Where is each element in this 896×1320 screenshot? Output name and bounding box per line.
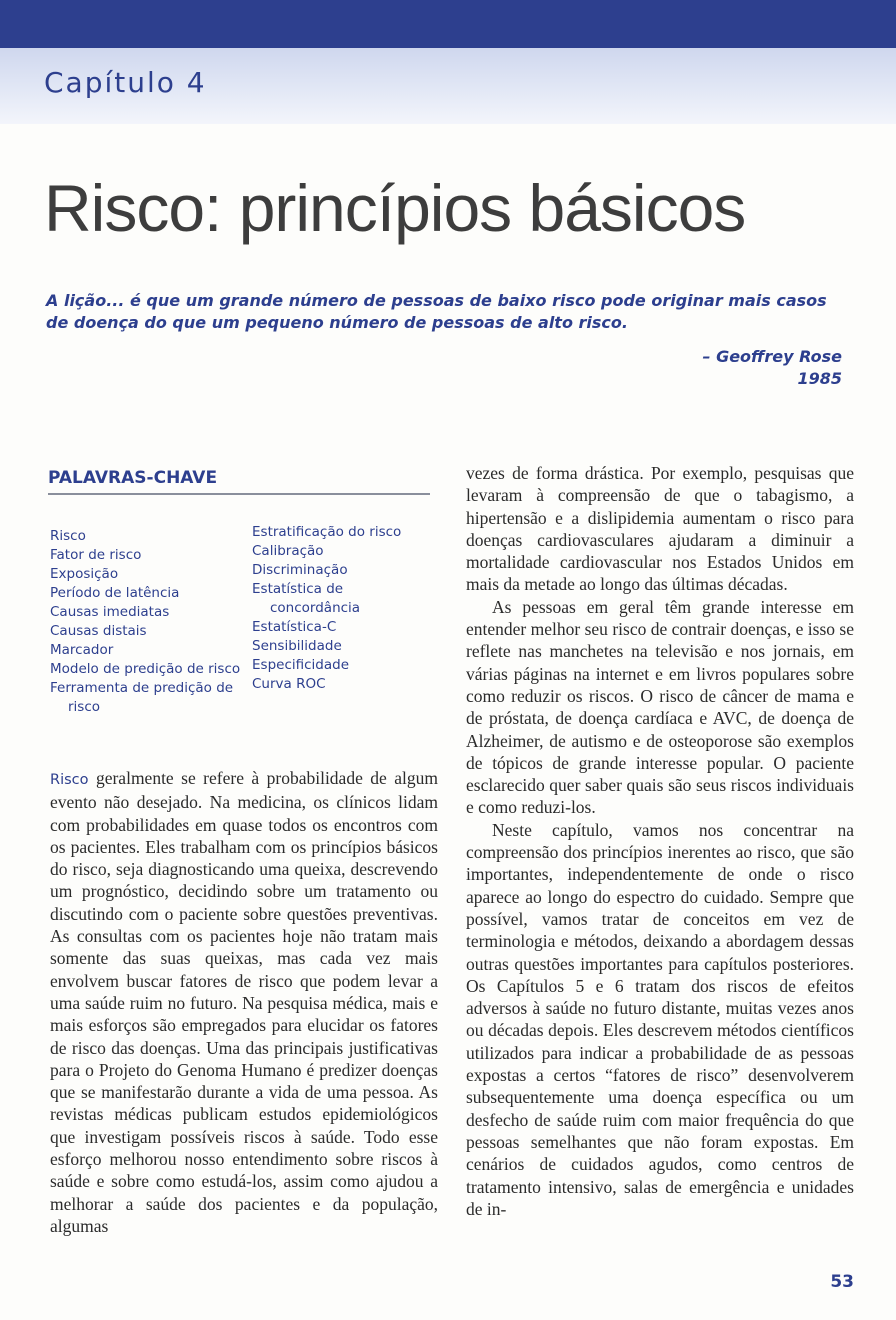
keyword-item: Risco: [50, 528, 86, 544]
keyword-item: Fator de risco: [50, 547, 142, 563]
epigraph-quote: A lição... é que um grande número de pessoas de baixo risco pode originar mais casos de doença do que um pequeno número de pessoas de alto risco.: [46, 291, 827, 332]
keyword-item: Marcador: [50, 642, 114, 658]
epigraph-year: 1985: [797, 369, 842, 388]
keyword-item: Causas imediatas: [50, 604, 170, 620]
chapter-label: Capítulo 4: [44, 66, 207, 99]
keyword-item: Estratificação do risco: [252, 524, 402, 540]
epigraph-author: – Geoffrey Rose: [702, 347, 842, 366]
body-column-right: [466, 462, 854, 1220]
keywords-list-right: [252, 523, 432, 694]
keyword-item: Especificidade: [252, 657, 350, 673]
keyword-item: Estatística-C: [252, 619, 337, 635]
chapter-title: Risco: princípios básicos: [44, 171, 746, 245]
epigraph-attribution: [703, 346, 843, 390]
keyword-item: Sensibilidade: [252, 638, 342, 654]
body-paragraph-1-continued: vezes de forma drástica. Por exemplo, pesquisas que levaram à compreensão de que o tabagismo, a hipertensão e a dislipidemia aumentam o risco para doenças cardiovasculares ajudaram a diminuir a mortalidade cardiovascular nos Estados Unidos em mais da metade ao longo das últimas décadas.: [466, 463, 854, 595]
body-column-left: [50, 767, 438, 1237]
keyword-item: Exposição: [50, 566, 119, 582]
keyword-item: Calibração: [252, 543, 324, 559]
keyword-item: Estatística de concordância: [252, 581, 361, 616]
body-paragraph-1: [50, 767, 438, 1237]
keywords-title: PALAVRAS-CHAVE: [48, 468, 218, 488]
keywords-list-left: [50, 527, 250, 717]
header-bar: [0, 0, 896, 48]
keyword-item: Curva ROC: [252, 676, 326, 692]
page-number: 53: [830, 1272, 854, 1292]
keywords-divider: [48, 493, 430, 495]
body-paragraph-3: Neste capítulo, vamos nos concentrar na compreensão dos princípios inerentes ao risco, que são importantes, independentemente de onde o risco aparece ao longo do espectro do cuidado. Sempre que possível, vamos tratar de conceitos em vez de terminologia e métodos, deixando a abordagem dessas outras questões importantes para capítulos posteriores. Os Capítulos 5 e 6 tratam dos riscos de efeitos adversos à saúde no futuro distante, muitas vezes anos ou décadas depois. Eles descrevem métodos científicos utilizados para indicar a probabilidade de as pessoas expostas a certos “fatores de risco” desenvolverem subsequentemente uma doença específica ou um desfecho de saúde ruim com maior frequência do que pessoas semelhantes que não foram expostas. Em cenários de cuidados agudos, como centros de tratamento intensivo, salas de emergência e unidades de in-: [466, 819, 854, 1219]
paragraph-text: geralmente se refere à probabilidade de algum evento não desejado. Na medicina, os clínicos lidam com probabilidades em quase todos os encontros com os pacientes. Eles trabalham com os princípios básicos do risco, seja diagnosticando uma queixa, descrevendo um prognóstico, decidindo sobre um tratamento ou discutindo com o paciente sobre questões preventivas. As consultas com os pacientes hoje não tratam mais somente das suas queixas, mas cada vez mais envolvem buscar fatores de risco que podem levar a uma saúde ruim no futuro. Na pesquisa médica, mais e mais esforços são empregados para elucidar os fatores de risco das doenças. Uma das principais justificativas para o Projeto do Genoma Humano é predizer doenças que se manifestarão durante a vida de uma pessoa. As revistas médicas publicam estudos epidemiológicos que investigam possíveis riscos à saúde. Todo esse esforço melhorou nosso entendimento sobre riscos à saúde e sobre como estudá-los, assim como ajudou a melhorar a saúde dos pacientes e da população, algumas: [50, 768, 438, 1236]
keyword-item: Causas distais: [50, 623, 147, 639]
body-paragraph-2: As pessoas em geral têm grande interesse em entender melhor seu risco de contrair doenças, e isso se reflete nas manchetes na televisão e nos jornais, em várias páginas na internet e em livros populares sobre como reduzir os riscos. O risco de câncer de mama e de próstata, de doença cardíaca e AVC, de doença de Alzheimer, de autismo e de osteoporose são exemplos de tópicos de grande interesse popular. O paciente esclarecido quer saber quais são seus riscos individuais e como reduzi-los.: [466, 596, 854, 818]
keyword-item: Ferramenta de predição de risco: [50, 680, 234, 715]
keyword-item: Discriminação: [252, 562, 348, 578]
keyword-item: Modelo de predição de risco: [50, 661, 241, 677]
defined-term: Risco: [50, 772, 89, 788]
keyword-item: Período de latência: [50, 585, 180, 601]
